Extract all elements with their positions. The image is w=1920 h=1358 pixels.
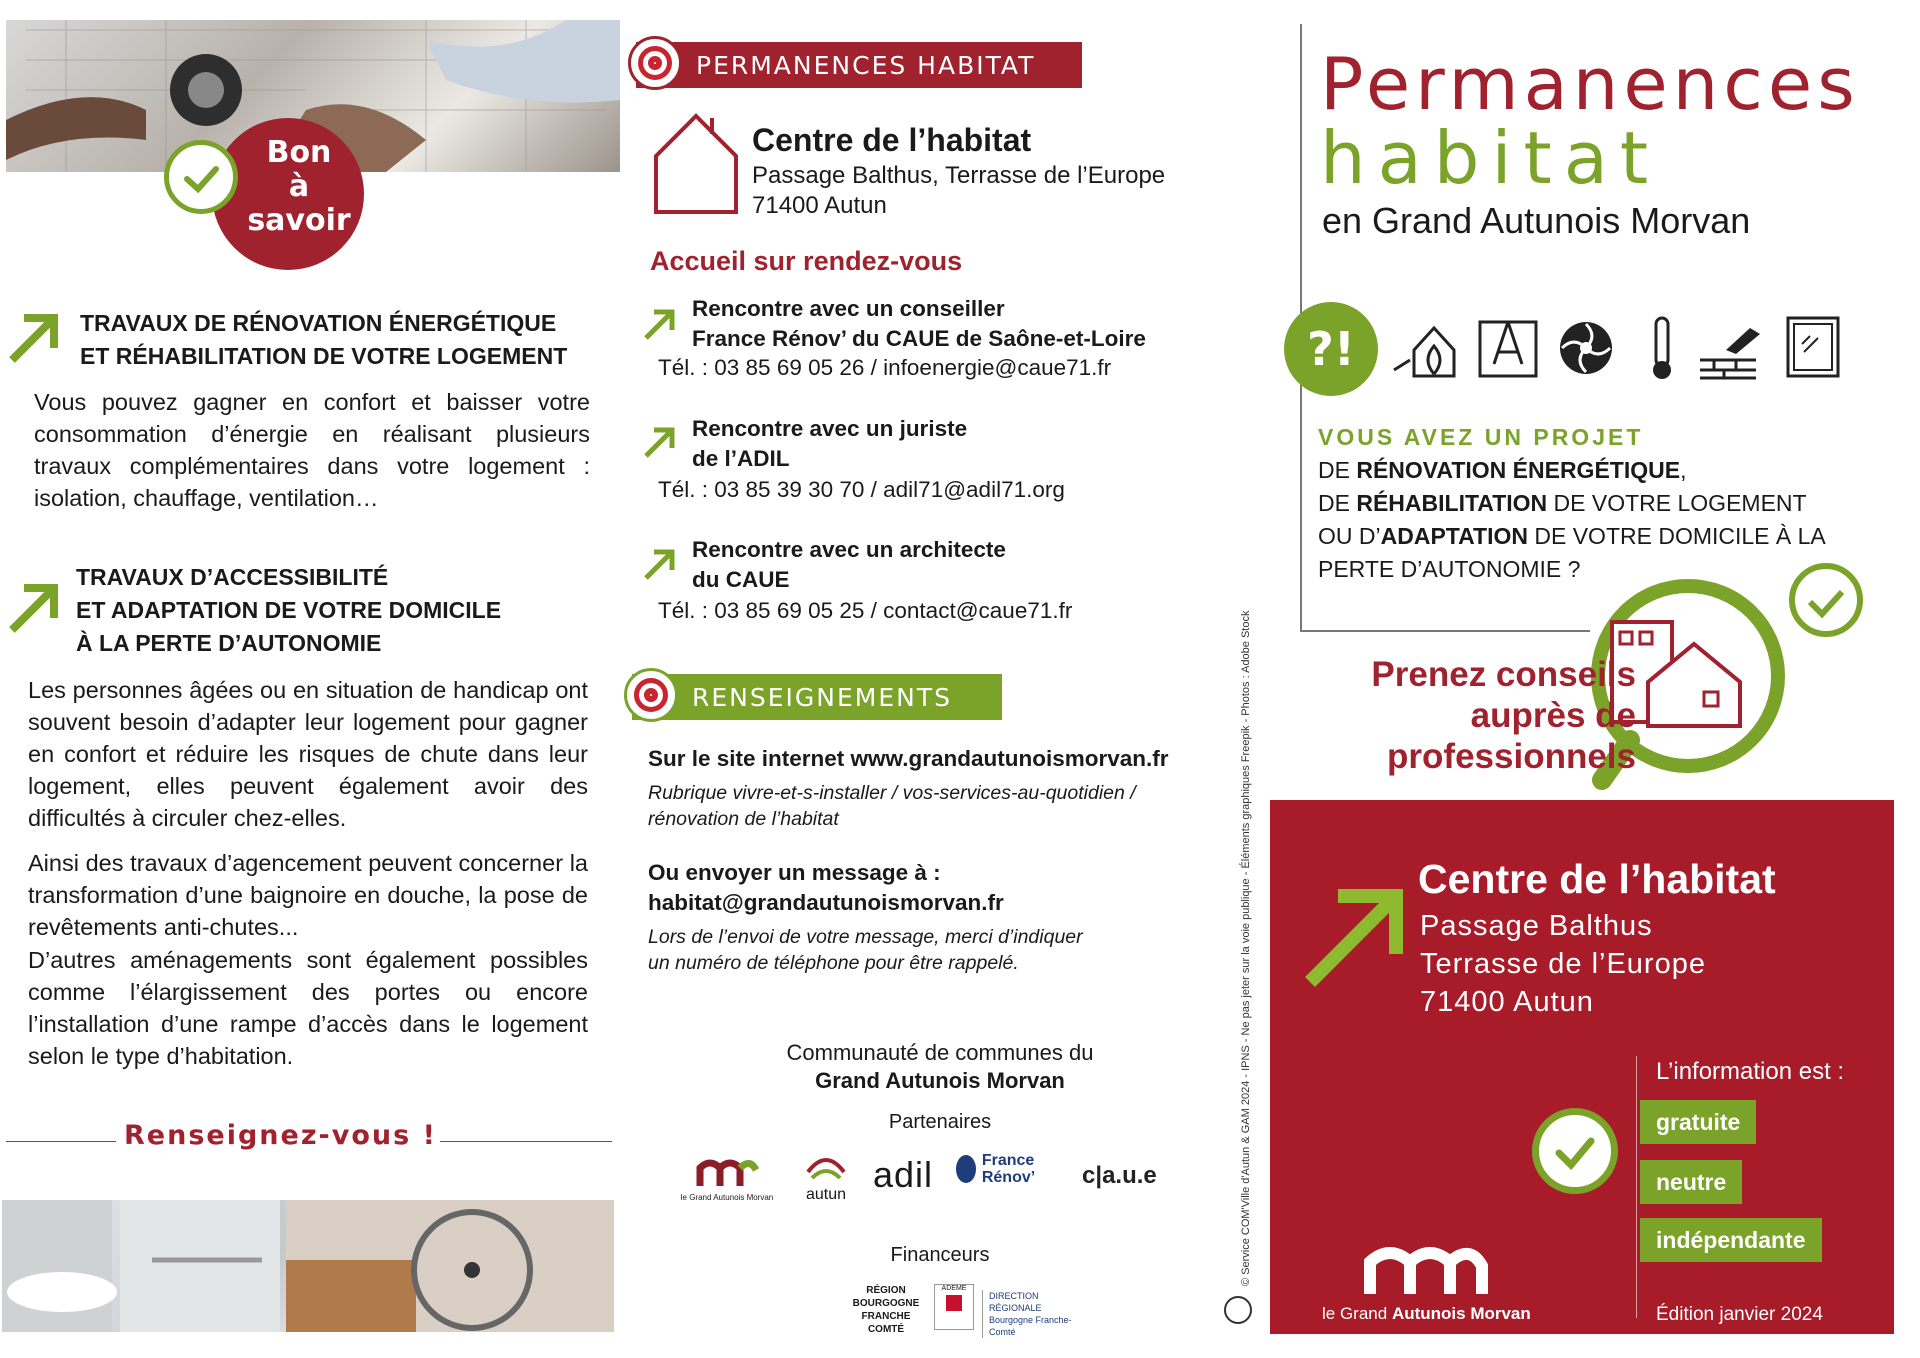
conseils-heading (1310, 654, 1636, 777)
logo-direction-regionale: DIRECTION RÉGIONALE Bourgogne Franche-Comté (982, 1290, 1080, 1338)
section1-title-line2: ET RÉHABILITATION DE VOTRE LOGEMENT (80, 343, 568, 369)
vertical-credit: © Service COM'Ville d'Autun & GAM 2024 - IPNS - Ne pas jeter sur la voie publique - Éléments graphiques Freepik - Photos : Adobe Stock (1240, 610, 1252, 1286)
conseils-line2: auprès de (1470, 696, 1636, 735)
arrow-up-right-icon (642, 306, 678, 342)
ademe-text: ADEME (941, 1285, 967, 1292)
projet-line1 (1318, 454, 1878, 487)
box-addr3: 71400 Autun (1420, 986, 1594, 1018)
projet-line2 (1318, 487, 1878, 520)
icons-row (1392, 314, 1862, 384)
target-icon (628, 36, 682, 90)
section2-title-line3: À LA PERTE D’AUTONOMIE (76, 630, 382, 656)
section2-title-line1: TRAVAUX D’ACCESSIBILITÉ (76, 564, 389, 590)
communaute-line2: Grand Autunois Morvan (815, 1068, 1065, 1093)
projet-p1c: , (1680, 457, 1687, 483)
section2-title (76, 561, 616, 660)
tag-neutre: neutre (1640, 1160, 1742, 1204)
projet-p1b: RÉNOVATION ÉNERGÉTIQUE (1356, 457, 1681, 483)
arrow-up-right-icon (1300, 882, 1410, 992)
ribbon1-label: PERMANENCES HABITAT (696, 50, 1036, 80)
conseils-line1: Prenez conseils (1371, 655, 1636, 694)
edition-text: Édition janvier 2024 (1656, 1304, 1823, 1325)
thermometer-icon (1630, 314, 1698, 382)
logo-text (1322, 1304, 1531, 1324)
partner-logo-text: autun (805, 1186, 847, 1203)
projet-p2b: RÉHABILITATION (1356, 490, 1548, 516)
communaute-line1: Communauté de communes du (786, 1040, 1094, 1065)
logo-caue (1082, 1162, 1162, 1190)
contact-2-tel: Tél. : 03 85 39 30 70 / adil71@adil71.org (658, 477, 1065, 502)
centre-title: Centre de l’habitat (752, 122, 1032, 158)
contact-3-tel: Tél. : 03 85 69 05 25 / contact@caue71.fr (658, 598, 1073, 623)
section2-body1: Les personnes âgées ou en situation de handicap ont souvent besoin d’adapter leur logement pour gagner en confort et réduire les risques de chute dans leur logement, elles peuvent également avoir des difficultés à circuler chez-elles. (28, 677, 588, 831)
centre-habitat-box (1270, 800, 1894, 1334)
partner-logo-text: adil (872, 1154, 934, 1195)
projet-p3c: DE VOTRE DOMICILE À LA (1527, 523, 1826, 549)
contact-2-line1: Rencontre avec un juriste (692, 416, 968, 441)
projet-p2a: DE (1318, 490, 1357, 516)
section2-body2: Ainsi des travaux d’agencement peuvent concerner la transformation d’une baignoire en douche, la pose de revêtements anti-chutes... (28, 850, 588, 940)
contact-1-line2: France Rénov’ du CAUE de Saône-et-Loire (692, 326, 1146, 351)
eco-house-plug-icon (1392, 314, 1460, 382)
section1-title-line1: TRAVAUX DE RÉNOVATION ÉNERGÉTIQUE (80, 310, 557, 336)
section2-body3: D’autres aménagements sont également possibles comme l’élargissement des portes ou encore l’installation d’une rampe d’accès dans le logement selon le type d’habitation. (28, 947, 588, 1069)
recycling-icon (1224, 1296, 1252, 1324)
check-circle-icon (1532, 1108, 1618, 1194)
logo-autun (796, 1152, 856, 1203)
logo-france-renov (956, 1152, 1060, 1186)
ribbon2-label: RENSEIGNEMENTS (692, 682, 952, 712)
projet-line4: PERTE D’AUTONOMIE ? (1318, 556, 1581, 582)
logo-adil (866, 1156, 940, 1194)
contact-2-line2: de l’ADIL (692, 446, 790, 471)
question-bubble-text: ?! (1307, 322, 1355, 376)
financeurs-label: Financeurs (890, 1244, 990, 1266)
badge-line2: à (288, 169, 310, 204)
partenaires-label: Partenaires (888, 1111, 992, 1133)
ribbon-permanences-habitat (636, 42, 1082, 88)
tag-gratuite: gratuite (1640, 1100, 1756, 1144)
accueil-heading: Accueil sur rendez-vous (650, 246, 963, 276)
tag-independante: indépendante (1640, 1218, 1822, 1262)
projet-line3 (1318, 520, 1878, 553)
target-icon (624, 668, 678, 722)
bottom-photo-bathroom (2, 1200, 614, 1332)
badge-line3: savoir (247, 203, 351, 238)
projet-p2c: DE VOTRE LOGEMENT (1547, 490, 1807, 516)
centre-addr2: 71400 Autun (752, 192, 887, 219)
logo-grand-autunois-morvan-small (672, 1158, 782, 1202)
centre-addr1: Passage Balthus, Terrasse de l’Europe (752, 162, 1166, 189)
house-outline-icon (648, 108, 744, 218)
logo-grand-autunois-morvan (1360, 1240, 1490, 1296)
message-label: Ou envoyer un message à : (648, 860, 941, 885)
check-circle-icon (164, 140, 238, 214)
box-title: Centre de l’habitat (1418, 856, 1776, 902)
divider-right (440, 1141, 612, 1142)
right-frame-line-h (1300, 630, 1590, 632)
renseignez-vous-cta: Renseignez-vous ! (124, 1120, 437, 1151)
page-title-permanences: Permanences (1320, 42, 1860, 126)
projet-p3b: ADAPTATION (1380, 523, 1528, 549)
box-addr1: Passage Balthus (1420, 910, 1653, 942)
ademe-flag-icon (946, 1295, 962, 1311)
page-title-habitat: habitat (1320, 116, 1661, 200)
arrow-up-right-icon (642, 546, 678, 582)
conseils-line3: professionnels (1387, 737, 1636, 776)
partner-logo-text: le Grand Autunois Morvan (680, 1193, 774, 1202)
projet-heading: VOUS AVEZ UN PROJET (1318, 424, 1644, 450)
box-divider-v (1636, 1056, 1637, 1318)
trowel-bricks-icon (1696, 314, 1764, 382)
projet-p1a: DE (1318, 457, 1357, 483)
partner-logo-text: c|a.u.e (1082, 1162, 1157, 1189)
message-email[interactable]: habitat@grandautunoismorvan.fr (648, 890, 1004, 915)
badge-line1: Bon (266, 135, 332, 170)
contact-1-tel: Tél. : 03 85 69 05 26 / infoenergie@caue71.fr (658, 355, 1112, 380)
contact-1-line1: Rencontre avec un conseiller (692, 296, 1005, 321)
logo-region-bfc: RÉGION BOURGOGNE FRANCHE COMTÉ (852, 1285, 920, 1335)
projet-p3a: OU D’ (1318, 523, 1381, 549)
logo-ademe (934, 1284, 974, 1330)
page-subtitle: en Grand Autunois Morvan (1322, 200, 1751, 241)
box-addr2: Terrasse de l’Europe (1420, 948, 1706, 980)
site-rubrique: Rubrique vivre-et-s-installer / vos-services-au-quotidien / rénovation de l’habitat (648, 782, 1136, 830)
section1-body: Vous pouvez gagner en confort et baisser votre consommation d’énergie en réalisant plusieurs travaux complémentaires dans votre logement : isolation, chauffage, ventilation… (34, 389, 590, 511)
arrow-up-right-icon (6, 310, 62, 366)
logo-text-a: le Grand (1322, 1304, 1392, 1323)
arrow-up-right-icon (642, 424, 678, 460)
contact-3-line1: Rencontre avec un architecte (692, 537, 1006, 562)
ribbon-renseignements (632, 674, 1002, 720)
section2-title-line2: ET ADAPTATION DE VOTRE DOMICILE (76, 597, 502, 623)
partner-logo-text: France Rénov’ (981, 1152, 1036, 1186)
question-bubble-icon (1284, 302, 1378, 396)
site-label: Sur le site internet www.grandautunoismorvan.fr (648, 746, 1169, 771)
window-icon (1780, 314, 1848, 382)
info-label: L’information est : (1656, 1058, 1845, 1085)
fan-icon (1552, 314, 1620, 382)
contact-3-line2: du CAUE (692, 567, 790, 592)
message-note: Lors de l’envoi de votre message, merci d’indiquer un numéro de téléphone pour être rappelé. (648, 926, 1083, 974)
section1-title (80, 307, 620, 373)
logo-text-b: Autunois Morvan (1391, 1304, 1531, 1323)
bon-a-savoir-badge (212, 118, 364, 270)
arrow-up-right-icon (6, 580, 62, 636)
divider-left (6, 1141, 116, 1142)
architect-plan-icon (1474, 314, 1542, 382)
house-icon (956, 1155, 976, 1183)
